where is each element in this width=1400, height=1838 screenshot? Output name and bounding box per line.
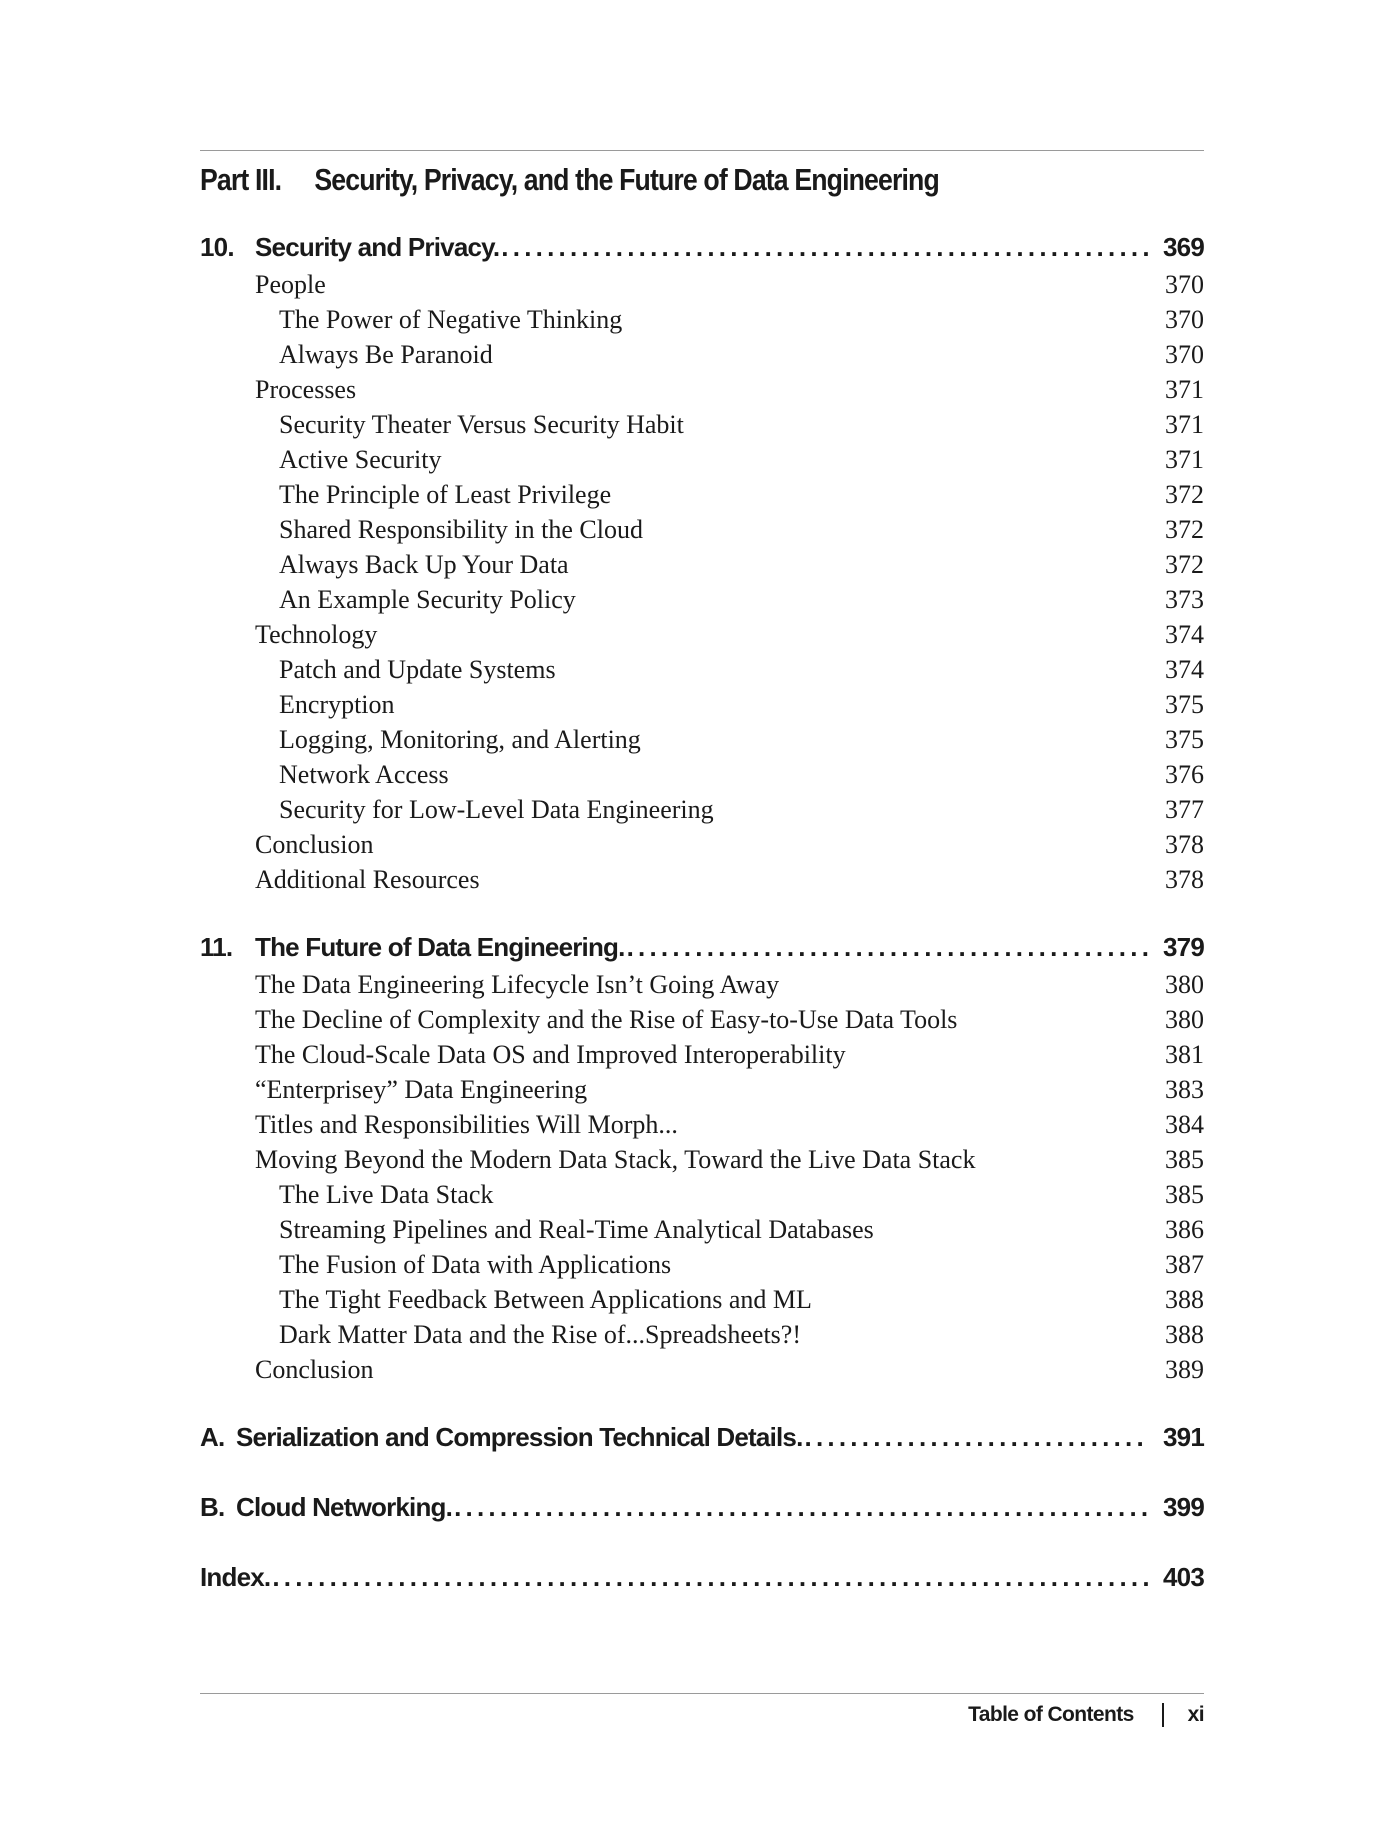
chapter-title: The Future of Data Engineering.	[255, 932, 625, 962]
dot-leader	[501, 232, 1149, 263]
toc-entry[interactable]	[200, 1355, 1204, 1390]
entry-page: 381	[1165, 1040, 1204, 1069]
toc-entry[interactable]	[200, 270, 1204, 305]
entry-page: 388	[1165, 1320, 1204, 1349]
toc-entry[interactable]	[200, 480, 1204, 515]
entry-title: Patch and Update Systems	[279, 655, 556, 684]
toc-entry[interactable]	[200, 1075, 1204, 1110]
entry-page: 375	[1165, 725, 1204, 754]
appendix-title: Cloud Networking.	[236, 1492, 453, 1522]
toc-entry[interactable]	[200, 1215, 1204, 1250]
dot-leader	[805, 1422, 1150, 1453]
appendix-page: 391	[1163, 1422, 1204, 1452]
entry-page: 380	[1165, 970, 1204, 999]
toc-entry[interactable]	[200, 795, 1204, 830]
entry-title: The Principle of Least Privilege	[279, 480, 612, 509]
entry-title: Additional Resources	[255, 865, 480, 894]
entry-page: 373	[1165, 585, 1204, 614]
entry-title: “Enterprisey” Data Engineering	[255, 1075, 588, 1104]
toc-entry[interactable]	[200, 445, 1204, 480]
top-divider	[200, 150, 1204, 151]
chapter-10-entries	[200, 270, 1204, 900]
footer-section: Table of Contents	[968, 1703, 1134, 1726]
entry-title: An Example Security Policy	[279, 585, 576, 614]
toc-entry[interactable]	[200, 970, 1204, 1005]
entry-page: 377	[1165, 795, 1204, 824]
toc-entry[interactable]	[200, 1040, 1204, 1075]
entry-page: 385	[1165, 1145, 1204, 1174]
entry-title: Titles and Responsibilities Will Morph...	[255, 1110, 678, 1139]
part-label: Part III.	[200, 162, 282, 197]
entry-page: 374	[1165, 655, 1204, 684]
toc-entry[interactable]	[200, 410, 1204, 445]
toc-entry[interactable]	[200, 1180, 1204, 1215]
part-title: Security, Privacy, and the Future of Data Engineering	[314, 162, 939, 197]
entry-page: 387	[1165, 1250, 1204, 1279]
entry-title: Conclusion	[255, 830, 374, 859]
entry-page: 374	[1165, 620, 1204, 649]
bottom-divider	[200, 1693, 1204, 1694]
chapter-number: 11.	[200, 932, 233, 962]
page-footer	[968, 1700, 1204, 1730]
chapter-page: 369	[1163, 232, 1204, 262]
entry-title: Active Security	[279, 445, 442, 474]
toc-entry[interactable]	[200, 305, 1204, 340]
footer-page-number: xi	[1187, 1703, 1204, 1726]
toc-entry[interactable]	[200, 865, 1204, 900]
appendix-page: 399	[1163, 1492, 1204, 1522]
entry-title: The Tight Feedback Between Applications and ML	[279, 1285, 812, 1314]
entry-title: The Fusion of Data with Applications	[279, 1250, 672, 1279]
toc-entry[interactable]	[200, 1285, 1204, 1320]
appendix-letter: A.	[200, 1422, 225, 1452]
toc-entry[interactable]	[200, 585, 1204, 620]
part-heading	[200, 162, 1063, 206]
entry-title: Network Access	[279, 760, 449, 789]
entry-page: 378	[1165, 865, 1204, 894]
entry-title: The Cloud-Scale Data OS and Improved Interoperability	[255, 1040, 846, 1069]
entry-title: Always Be Paranoid	[279, 340, 493, 369]
entry-page: 388	[1165, 1285, 1204, 1314]
entry-page: 370	[1165, 340, 1204, 369]
entry-page: 372	[1165, 515, 1204, 544]
entry-page: 370	[1165, 270, 1204, 299]
chapter-page: 379	[1163, 932, 1204, 962]
entry-page: 375	[1165, 690, 1204, 719]
entry-title: Security for Low-Level Data Engineering	[279, 795, 714, 824]
entry-title: The Data Engineering Lifecycle Isn’t Going Away	[255, 970, 780, 999]
entry-page: 371	[1165, 375, 1204, 404]
entry-page: 370	[1165, 305, 1204, 334]
chapter-11-heading[interactable]	[200, 932, 1204, 970]
toc-entry[interactable]	[200, 1250, 1204, 1285]
toc-entry[interactable]	[200, 550, 1204, 585]
appendix-a-heading[interactable]	[200, 1422, 1204, 1460]
entry-title: The Decline of Complexity and the Rise of Easy-to-Use Data Tools	[255, 1005, 958, 1034]
toc-entry[interactable]	[200, 1110, 1204, 1145]
chapter-11-entries	[200, 970, 1204, 1390]
entry-title: Encryption	[279, 690, 395, 719]
footer-separator	[1162, 1703, 1164, 1727]
toc-entry[interactable]	[200, 725, 1204, 760]
entry-title: Technology	[255, 620, 378, 649]
index-title: Index.	[200, 1562, 271, 1592]
entry-title: Shared Responsibility in the Cloud	[279, 515, 643, 544]
entry-title: Dark Matter Data and the Rise of...Spreadsheets?!	[279, 1320, 801, 1349]
table-of-contents	[200, 232, 1204, 1600]
entry-title: Conclusion	[255, 1355, 374, 1384]
toc-entry[interactable]	[200, 1145, 1204, 1180]
entry-page: 384	[1165, 1110, 1204, 1139]
entry-title: Streaming Pipelines and Real-Time Analytical Databases	[279, 1215, 874, 1244]
entry-title: Processes	[255, 375, 357, 404]
toc-entry[interactable]	[200, 1320, 1204, 1355]
toc-entry[interactable]	[200, 760, 1204, 795]
appendix-b-heading[interactable]	[200, 1492, 1204, 1530]
toc-entry[interactable]	[200, 620, 1204, 655]
entry-page: 378	[1165, 830, 1204, 859]
chapter-number: 10.	[200, 232, 234, 262]
entry-title: Moving Beyond the Modern Data Stack, Toward the Live Data Stack	[255, 1145, 976, 1174]
dot-leader	[454, 1492, 1149, 1523]
toc-entry[interactable]	[200, 515, 1204, 550]
entry-title: People	[255, 270, 326, 299]
dot-leader	[627, 932, 1149, 963]
toc-entry[interactable]	[200, 690, 1204, 725]
entry-page: 385	[1165, 1180, 1204, 1209]
index-heading[interactable]	[200, 1562, 1204, 1600]
toc-entry[interactable]	[200, 655, 1204, 690]
entry-title: Always Back Up Your Data	[279, 550, 569, 579]
entry-title: Security Theater Versus Security Habit	[279, 410, 684, 439]
entry-title: Logging, Monitoring, and Alerting	[279, 725, 641, 754]
toc-entry[interactable]	[200, 340, 1204, 375]
entry-page: 371	[1165, 445, 1204, 474]
entry-page: 372	[1165, 480, 1204, 509]
toc-entry[interactable]	[200, 1005, 1204, 1040]
appendix-letter: B.	[200, 1492, 225, 1522]
toc-entry[interactable]	[200, 830, 1204, 865]
entry-page: 376	[1165, 760, 1204, 789]
chapter-10-heading[interactable]	[200, 232, 1204, 270]
toc-entry[interactable]	[200, 375, 1204, 410]
entry-page: 371	[1165, 410, 1204, 439]
dot-leader	[272, 1562, 1149, 1593]
entry-page: 386	[1165, 1215, 1204, 1244]
entry-page: 389	[1165, 1355, 1204, 1384]
appendix-title: Serialization and Compression Technical Details.	[236, 1422, 803, 1452]
index-page: 403	[1163, 1562, 1204, 1592]
entry-page: 383	[1165, 1075, 1204, 1104]
chapter-title: Security and Privacy.	[255, 232, 500, 262]
entry-title: The Live Data Stack	[279, 1180, 494, 1209]
entry-title: The Power of Negative Thinking	[279, 305, 623, 334]
entry-page: 380	[1165, 1005, 1204, 1034]
entry-page: 372	[1165, 550, 1204, 579]
